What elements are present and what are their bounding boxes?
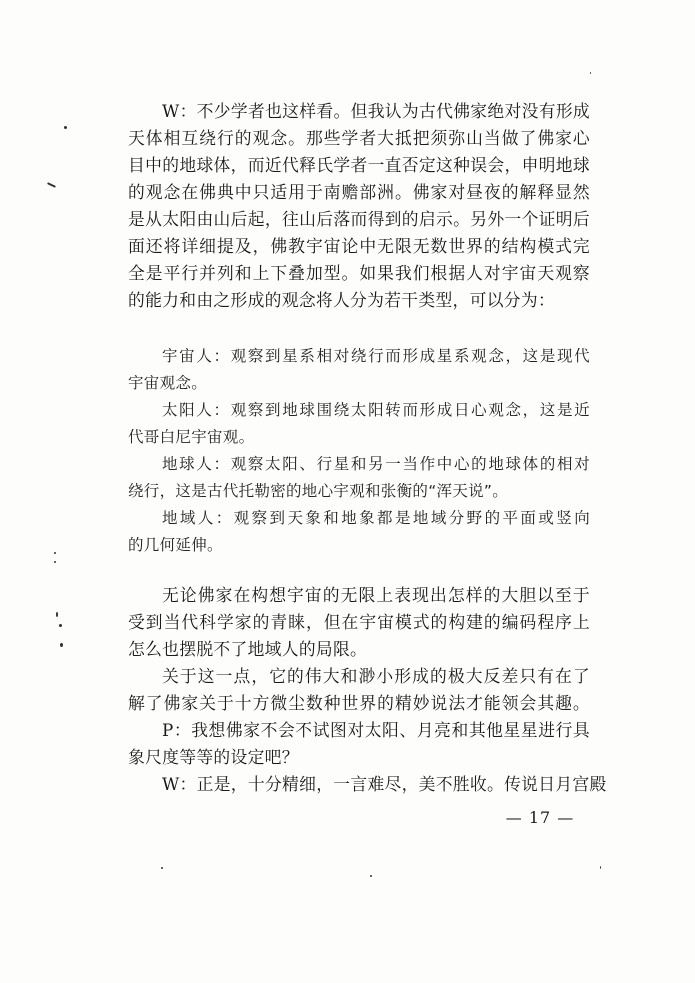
text-line: W：不少学者也这样看。但我认为古代佛家绝对没有形成	[162, 101, 590, 121]
text-line: 怎么也摆脱不了地域人的局限。	[128, 639, 368, 659]
scan-speck	[60, 643, 63, 647]
text-line: 全是平行并列和上下叠加型。如果我们根据人对宇宙天观察	[128, 263, 590, 283]
classification-item-solar: 太阳人：观察到地球围绕太阳转而形成日心观念，这是近	[162, 401, 590, 419]
text-line: 象尺度等等的设定吧？	[128, 747, 299, 767]
text-line: 天体相互绕行的观念。那些学者大抵把须弥山当做了佛家心	[128, 128, 590, 148]
text-line: 无论佛家在构想宇宙的无限上表现出怎样的大胆以至于	[162, 585, 590, 605]
scan-speck	[590, 72, 591, 74]
text-line: 绕行，这是古代托勒密的地心宇观和张衡的“浑天说”。	[128, 482, 509, 500]
scan-speck	[56, 612, 58, 617]
classification-item-earth: 地球人：观察太阳、行星和另一当作中心的地球体的相对	[162, 455, 590, 473]
text-line: 宇宙观念。	[128, 374, 208, 392]
page-number: — 17 —	[505, 808, 575, 827]
classification-item-cosmic: 宇宙人：观察到星系相对绕行而形成星系观念，这是现代	[162, 347, 590, 365]
text-line: 关于这一点，它的伟大和渺小形成的极大反差只有在了	[162, 666, 590, 686]
text-line: 是从太阳由山后起，往山后落而得到的启示。另外一个证明后	[128, 209, 590, 229]
scan-speck	[54, 561, 56, 563]
classification-list	[128, 343, 590, 559]
scan-speck	[47, 182, 56, 188]
scan-speck	[64, 126, 67, 129]
text-line: 的几何延伸。	[128, 536, 223, 554]
paragraph-w-dialogue	[128, 98, 590, 314]
scan-speck	[59, 624, 62, 627]
text-line: W：正是，十分精细，一言难尽，美不胜收。传说日月宫殿	[162, 774, 607, 794]
scan-speck	[370, 875, 372, 877]
scan-speck	[600, 866, 601, 869]
text-line: 代哥白尼宇宙观。	[128, 428, 255, 446]
classification-item-regional: 地域人：观察到天象和地象都是地域分野的平面或竖向	[162, 509, 590, 527]
scan-speck	[54, 552, 56, 554]
text-line: 的观念在佛典中只适用于南赡部洲。佛家对昼夜的解释显然	[128, 182, 590, 202]
text-line: 的能力和由之形成的观念将人分为若干类型，可以分为：	[128, 290, 556, 310]
text-line: 面还将详细提及，佛教宇宙论中无限无数世界的结构模式完	[128, 236, 590, 256]
text-line: 解了佛家关于十方微尘数种世界的精妙说法才能领会其趣。	[128, 693, 590, 713]
paragraph-continuation	[128, 582, 607, 798]
scan-speck	[161, 867, 163, 869]
text-line: 受到当代科学家的青睐，但在宇宙模式的构建的编码程序上	[128, 612, 590, 632]
text-line: P：我想佛家不会不试图对太阳、月亮和其他星星进行具	[162, 720, 590, 740]
text-line: 目中的地球体，而近代释氏学者一直否定这种误会，申明地球	[128, 155, 590, 175]
